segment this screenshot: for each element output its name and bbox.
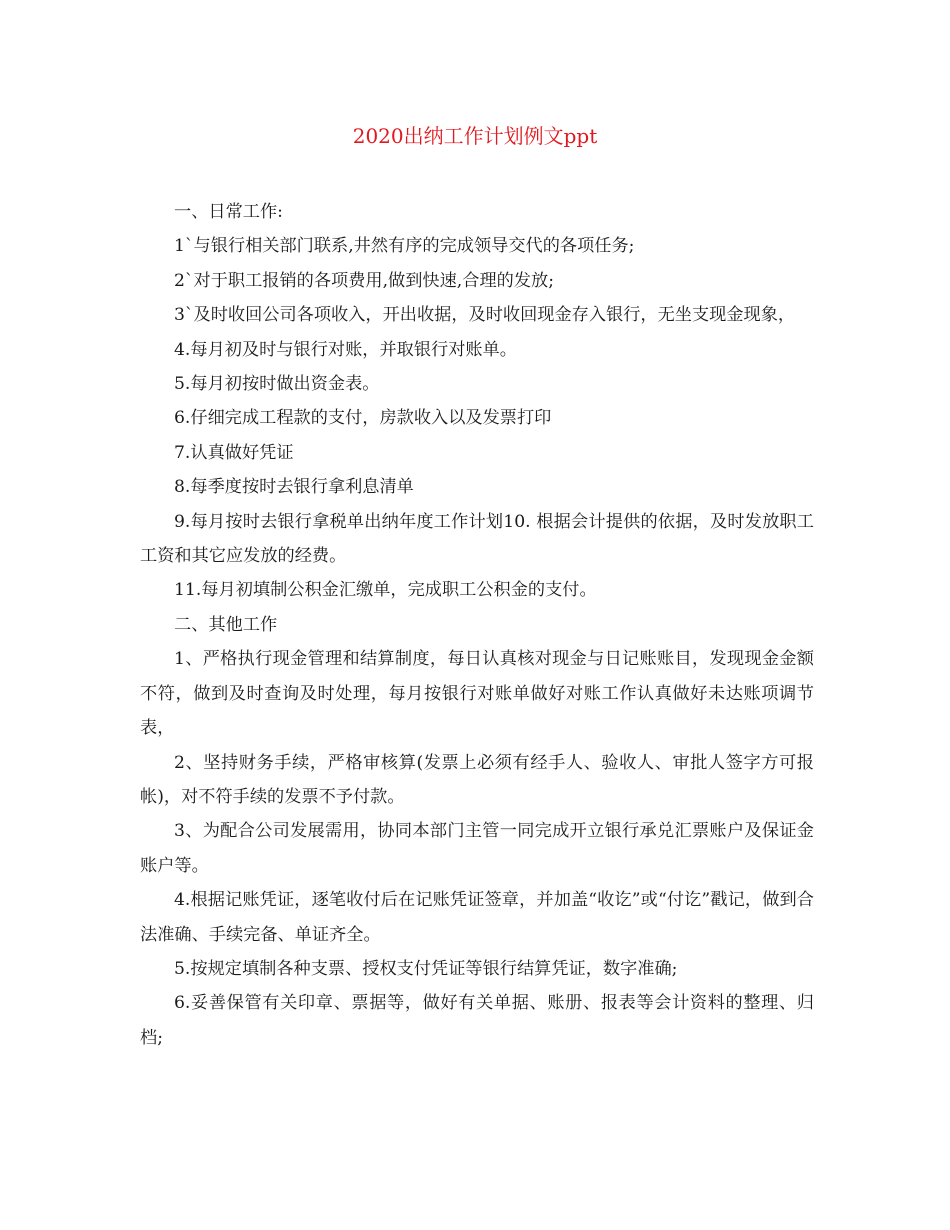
document-body	[140, 195, 814, 1055]
paragraph: 11.每月初填制公积金汇缴单，完成职工公积金的支付。	[174, 580, 597, 601]
paragraph: 1、严格执行现金管理和结算制度，每日认真核对现金与日记账账目，发现现金金额不符，做到及时查询及时处理，每月按银行对账单做好对账工作认真做好未达账项调节表，	[140, 649, 814, 739]
section-heading-other-work: 二、其他工作	[174, 614, 278, 635]
paragraph: 9.每月按时去银行拿税单出纳年度工作计划10. 根据会计提供的依据，及时发放职工工资和其它应发放的经费。	[140, 511, 814, 567]
paragraph: 5.按规定填制各种支票、授权支付凭证等银行结算凭证，数字准确;	[174, 958, 678, 979]
paragraph: 4.每月初及时与银行对账，并取银行对账单。	[174, 339, 517, 360]
paragraph: 5.每月初按时做出资金表。	[174, 374, 380, 395]
paragraph: 8.每季度按时去银行拿利息清单	[174, 477, 414, 498]
section-heading-daily-work: 一、日常工作:	[174, 202, 283, 222]
paragraph: 2、坚持财务手续，严格审核算(发票上必须有经手人、验收人、审批人签字方可报帐)，对不符手续的发票不予付款。	[140, 752, 814, 807]
paragraph: 6.仔细完成工程款的支付，房款收入以及发票打印	[174, 408, 552, 429]
paragraph: 3`及时收回公司各项收入，开出收据，及时收回现金存入银行，无坐支现金现象，	[174, 305, 796, 326]
paragraph: 4.根据记账凭证，逐笔收付后在记账凭证签章，并加盖“收讫”或“付讫”戳记，做到合法准确、手续完备、单证齐全。	[140, 890, 814, 945]
paragraph: 1`与银行相关部门联系,井然有序的完成领导交代的各项任务;	[174, 236, 635, 257]
paragraph: 6.妥善保管有关印章、票据等，做好有关单据、账册、报表等会计资料的整理、归档;	[140, 993, 814, 1048]
paragraph: 3、为配合公司发展需用，协同本部门主管一同完成开立银行承兑汇票账户及保证金账户等。	[140, 821, 814, 876]
document-title: 2020出纳工作计划例文ppt	[352, 124, 598, 148]
paragraph: 7.认真做好凭证	[174, 442, 294, 463]
paragraph: 2`对于职工报销的各项费用,做到快速,合理的发放;	[174, 270, 554, 291]
